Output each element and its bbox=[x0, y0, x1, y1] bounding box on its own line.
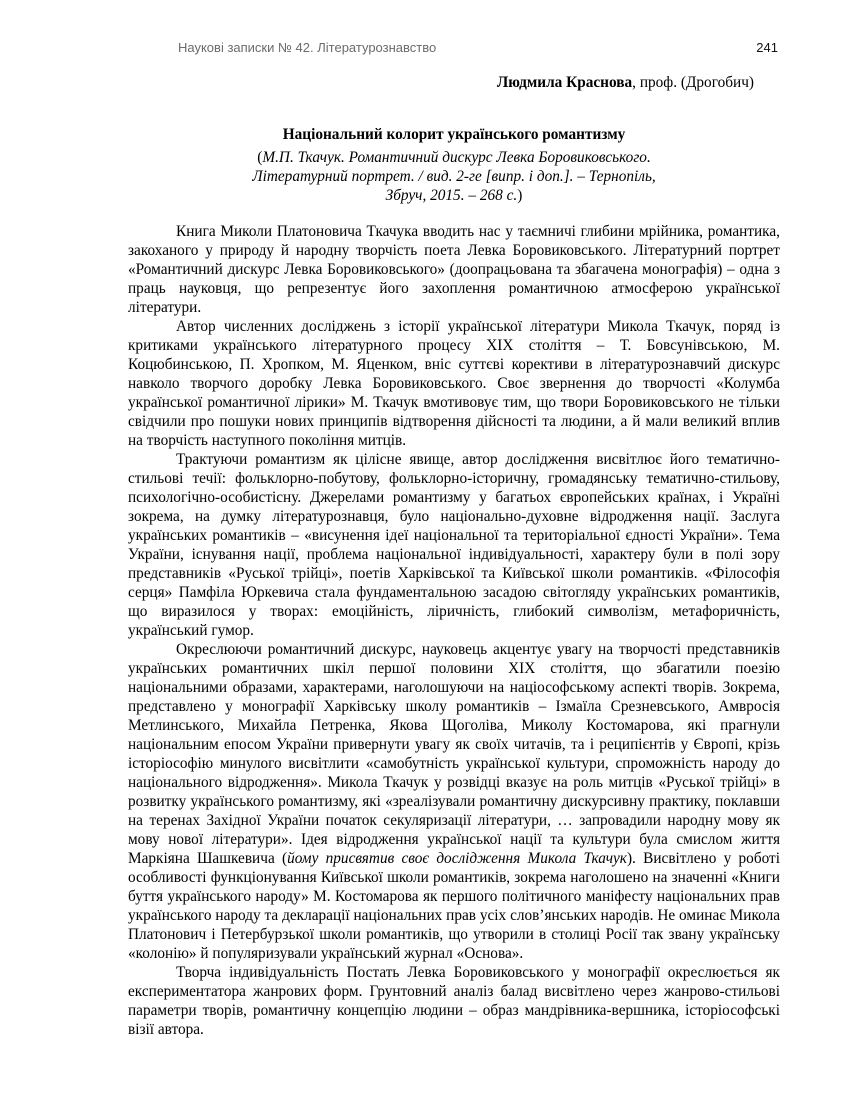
citation-close-paren: ) bbox=[517, 187, 523, 204]
author-affiliation: , проф. (Дрогобич) bbox=[632, 74, 754, 91]
article-body bbox=[128, 222, 780, 1039]
citation-text-2: Літературний портрет. / вид. 2-ге [випр. і доп.]. – Тернопіль, bbox=[252, 168, 656, 185]
citation-text-3: Збруч, 2015. – 268 с. bbox=[385, 187, 518, 204]
citation-text-1: М.П. Ткачук. Романтичний дискурс Левка Боровиковського. bbox=[262, 149, 651, 166]
paragraph-3: Трактуючи романтизм як цілісне явище, автор дослідження висвітлює його тематично-стильові течії: фольклорно-побутову, фольклорно-історичну, громадянську тематично-стильову, психологічно-особистісну. Джерелами романтизму у багатьох європейських країнах, і Україні зокрема, на думку літературознавця, було національно-духовне відродження нації. Заслуга українських романтиків – «висунення ідеї національної та територіальної єдності України». Тема України, існування нації, проблема національної індивідуальності, характеру були в полі зору представників «Руської трійці», поетів Харківської та Київської школи романтиків. «Філософія серця» Памфіла Юркевича стала фундаментальною засадою світогляду українських романтиків, що виразилося у творах: емоційність, ліричність, глибокий символізм, метафоричність, український гумор. bbox=[128, 451, 780, 639]
paragraph-5: Творча індивідуальність Постать Левка Боровиковського у монографії окреслюється як експериментатора жанрових форм. Грунтовний аналіз балад висвітлено через жанрово-стильові параметри творів, романтичну концепцію людини – образ мандрівника-вершника, історіософські візії автора. bbox=[128, 964, 780, 1038]
article-title: Національний колорит українського романтизму bbox=[282, 126, 626, 143]
paragraph-4-emphasis: йому присвятив своє дослідження Микола Ткачук bbox=[287, 850, 627, 867]
paragraph-4-part-1: Окреслюючи романтичний дискурс, науковець акцентує увагу на творчості представників українських романтичних шкіл першої половини XIX століття, що збагатили поезію національними образами, характерами, наголошуючи на націософському аспекті творів. Зокрема, представлено у монографії Харківську школу романтиків – Ізмаїла Срезневського, Амвросія Метлинського, Михайла Петренка, Якова Щоголіва, Миколу Костомарова, які прагнули національним епосом України привернути увагу як своїх читачів, та і реципієнтів у Європі, крізь історіософію минулого висвітлити «самобутність української культури, спроможність народу до національного відродження». Микола Ткачук у розвідці вказує на роль митців «Руської трійці» в розвитку українського романтизму, які «зреалізували романтичну дискурсивну практику, поклавши на теренах Західної України початок секуляризації літератури, … запровадили народну мову як мову нової літератури». Ідея відродження української нації та культури була смислом життя Маркіяна Шашкевича ( bbox=[128, 641, 780, 867]
citation-line-3 bbox=[128, 186, 780, 205]
paragraph-1: Книга Миколи Платоновича Ткачука вводить нас у таємничі глибини мрійника, романтика, закоханого у природу й народну творчість поета Левка Боровиковського. Літературний портрет «Романтичний дискурс Левка Боровиковського» (доопрацьована та збагачена монографія) – одна з праць науковця, що репрезентує його захоплення романтичною атмосферою української літератури. bbox=[128, 223, 780, 316]
page-number: 241 bbox=[756, 40, 778, 55]
citation-open-paren: ( bbox=[257, 149, 263, 166]
book-citation bbox=[128, 148, 780, 205]
citation-line-2 bbox=[128, 167, 780, 186]
author-line bbox=[497, 74, 754, 92]
journal-title: Наукові записки № 42. Літературознавство bbox=[178, 40, 437, 55]
paragraph-2: Автор численних досліджень з історії української літератури Микола Ткачук, поряд із критиками українського літературного процесу XIX століття – Т. Бовсунівською, М. Коцюбинською, П. Хропком, М. Яценком, вніс суттєві корективи в літературознавчий дискурс навколо творчого доробку Левка Боровиковського. Своє звернення до творчості «Колумба української романтичної лірики» М. Ткачук вмотивовує тим, що твори Боровиковського не тільки свідчили про пошуки нових принципів відтворення дійсності та людини, а й мали великий вплив на творчість наступного покоління митців. bbox=[128, 318, 780, 449]
paragraph-4-part-2: ). Висвітлено у роботі особливості функціонування Київської школи романтиків, зокрема наголошено на значенні «Книги буття українського народу» М. Костомарова як першого політичного маніфесту національних прав українського народу та декларації національних прав усіх слов’янських народів. Не оминає Микола Платонович і Петербурзької школи романтиків, що утворили в столиці Росії так звану українську «колонію» й популяризували український журнал «Основа». bbox=[128, 850, 780, 962]
paragraph-4 bbox=[128, 640, 780, 963]
author-name: Людмила Краснова bbox=[496, 74, 633, 91]
citation-line-1 bbox=[128, 148, 780, 167]
running-header bbox=[178, 40, 778, 60]
